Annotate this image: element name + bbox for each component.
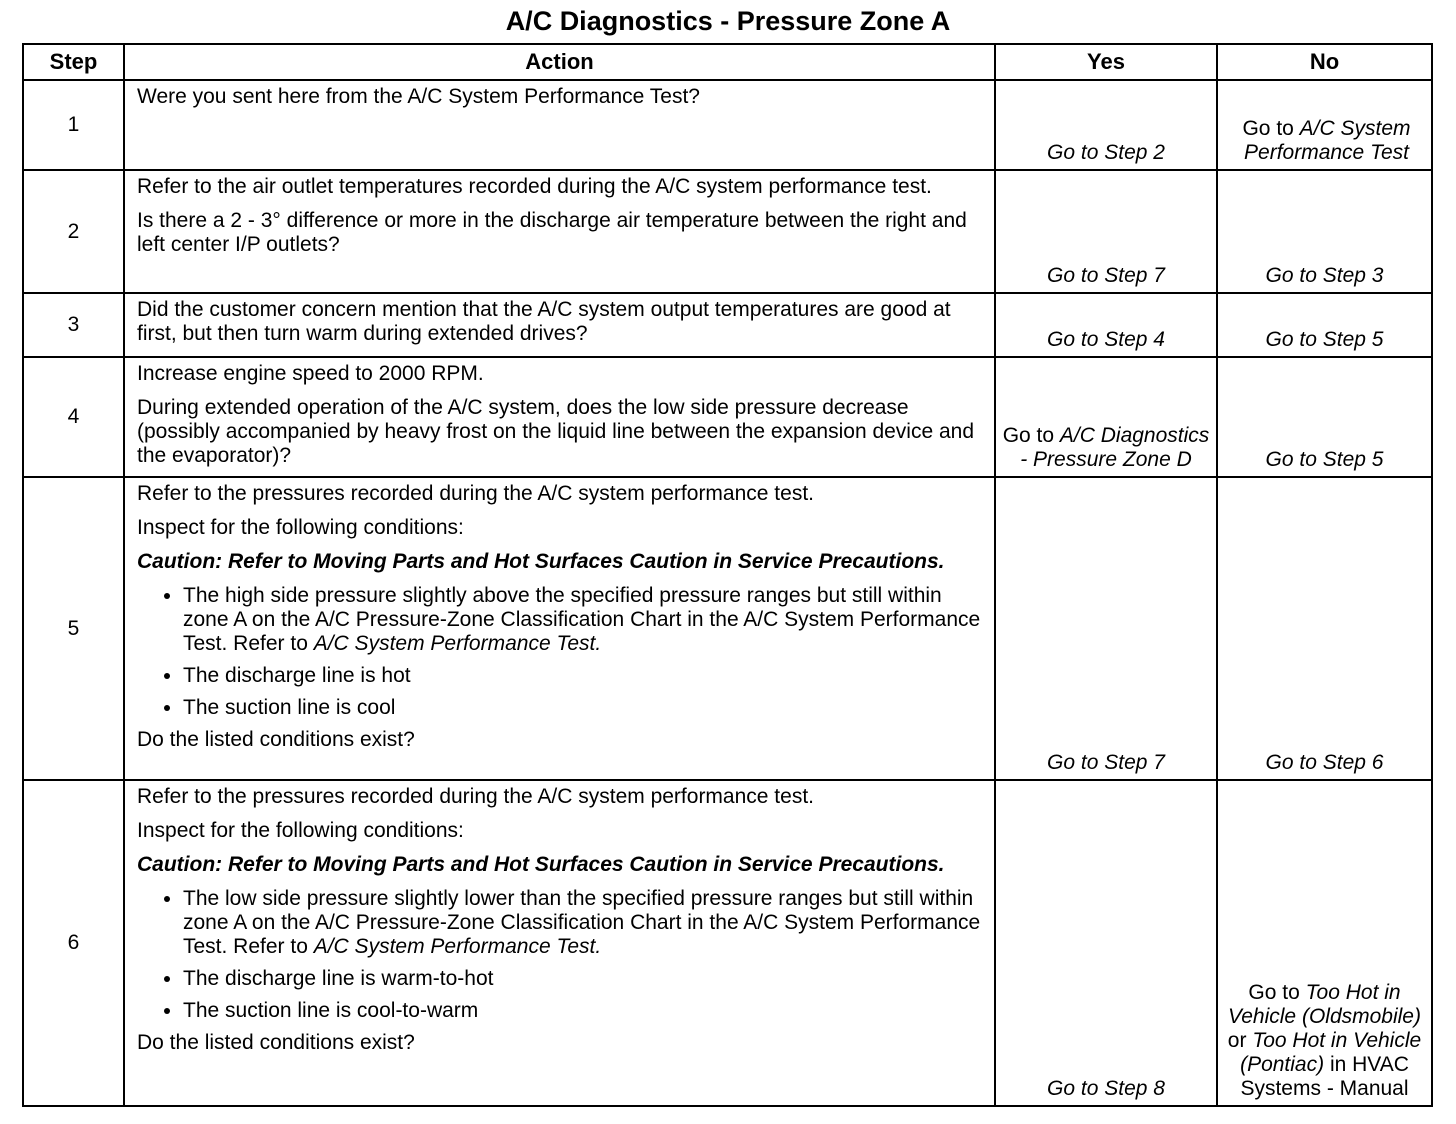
action-text: Inspect for the following conditions: (137, 516, 464, 539)
action-cell (124, 293, 995, 357)
list-item: • The suction line is cool-to-warm (183, 999, 984, 1023)
action-text: Were you sent here from the A/C System Performance Test? (137, 85, 700, 108)
step-number: 5 (23, 477, 124, 780)
action-question: Do the listed conditions exist? (137, 1031, 415, 1054)
list-item: • The discharge line is warm-to-hot (183, 967, 984, 991)
yes-reference: A/C Diagnostics - Pressure Zone D (1020, 424, 1210, 471)
list-item: • The high side pressure slightly above the specified pressure ranges but still within zone A on the A/C Pressure-Zone Classification Chart in the A/C System Performance Test. Refer to A/C System Performance Test. (183, 584, 984, 656)
yes-cell (995, 357, 1217, 477)
no-reference: Too Hot in Vehicle (Pontiac) (1240, 1029, 1422, 1076)
no-cell: Go to Step 5 (1217, 293, 1432, 357)
step-number: 2 (23, 170, 124, 293)
reference-link-text: A/C System Performance Test. (313, 632, 602, 655)
list-item: • The discharge line is hot (183, 664, 984, 688)
condition-list (137, 887, 984, 1023)
step-number: 6 (23, 780, 124, 1106)
caution-note: Caution: Refer to Moving Parts and Hot Surfaces Caution in Service Precautions. (137, 853, 945, 876)
action-cell (124, 780, 995, 1106)
action-question: Is there a 2 - 3° difference or more in the discharge air temperature between the right and left center I/P outlets? (137, 209, 967, 256)
no-reference: A/C System Performance Test (1244, 117, 1411, 164)
page-title: A/C Diagnostics - Pressure Zone A (505, 6, 951, 36)
yes-cell: Go to Step 2 (995, 80, 1217, 170)
action-question: Did the customer concern mention that the A/C system output temperatures are good at first, but then turn warm during extended drives? (137, 298, 951, 345)
diagnostic-table (22, 43, 1433, 1107)
no-cell: Go to Step 6 (1217, 477, 1432, 780)
list-item: • The low side pressure slightly lower than the specified pressure ranges but still within zone A on the A/C Pressure-Zone Classification Chart in the A/C System Performance Test. Refer to A/C System Performance Test. (183, 887, 984, 959)
table-row (23, 357, 1432, 477)
action-question: Do the listed conditions exist? (137, 728, 415, 751)
action-cell (124, 170, 995, 293)
yes-cell: Go to Step 8 (995, 780, 1217, 1106)
action-text: Increase engine speed to 2000 RPM. (137, 362, 484, 385)
header-yes: Yes (995, 44, 1217, 80)
table-row (23, 780, 1432, 1106)
no-prefix: Go to (1242, 117, 1300, 140)
yes-cell: Go to Step 4 (995, 293, 1217, 357)
header-row (23, 44, 1432, 80)
list-item: • The suction line is cool (183, 696, 984, 720)
action-cell (124, 80, 995, 170)
action-cell (124, 477, 995, 780)
table-row (23, 293, 1432, 357)
action-question: During extended operation of the A/C system, does the low side pressure decrease (possibly accompanied by heavy frost on the liquid line between the expansion device and the evaporator)? (137, 396, 975, 467)
reference-link-text: A/C System Performance Test. (313, 935, 602, 958)
yes-prefix: Go to (1002, 424, 1060, 447)
no-cell: Go to Step 5 (1217, 357, 1432, 477)
table-row (23, 477, 1432, 780)
header-step: Step (23, 44, 124, 80)
yes-cell: Go to Step 7 (995, 170, 1217, 293)
no-cell (1217, 80, 1432, 170)
condition-list (137, 584, 984, 720)
header-action: Action (124, 44, 995, 80)
action-text: Refer to the air outlet temperatures recorded during the A/C system performance test. (137, 175, 932, 198)
step-number: 1 (23, 80, 124, 170)
action-cell (124, 357, 995, 477)
action-text: Inspect for the following conditions: (137, 819, 464, 842)
table-row (23, 80, 1432, 170)
table-row (23, 170, 1432, 293)
action-text: Refer to the pressures recorded during the A/C system performance test. (137, 785, 814, 808)
header-no: No (1217, 44, 1432, 80)
no-cell: Go to Step 3 (1217, 170, 1432, 293)
step-number: 3 (23, 293, 124, 357)
no-cell: Go to Too Hot in Vehicle (Oldsmobile) or Too Hot in Vehicle (Pontiac) in HVAC Systems - Manual (1217, 780, 1432, 1106)
action-text: Refer to the pressures recorded during the A/C system performance test. (137, 482, 814, 505)
caution-note: Caution: Refer to Moving Parts and Hot Surfaces Caution in Service Precautions. (137, 550, 945, 573)
no-reference: Too Hot in Vehicle (Oldsmobile) (1228, 981, 1421, 1028)
yes-cell: Go to Step 7 (995, 477, 1217, 780)
step-number: 4 (23, 357, 124, 477)
